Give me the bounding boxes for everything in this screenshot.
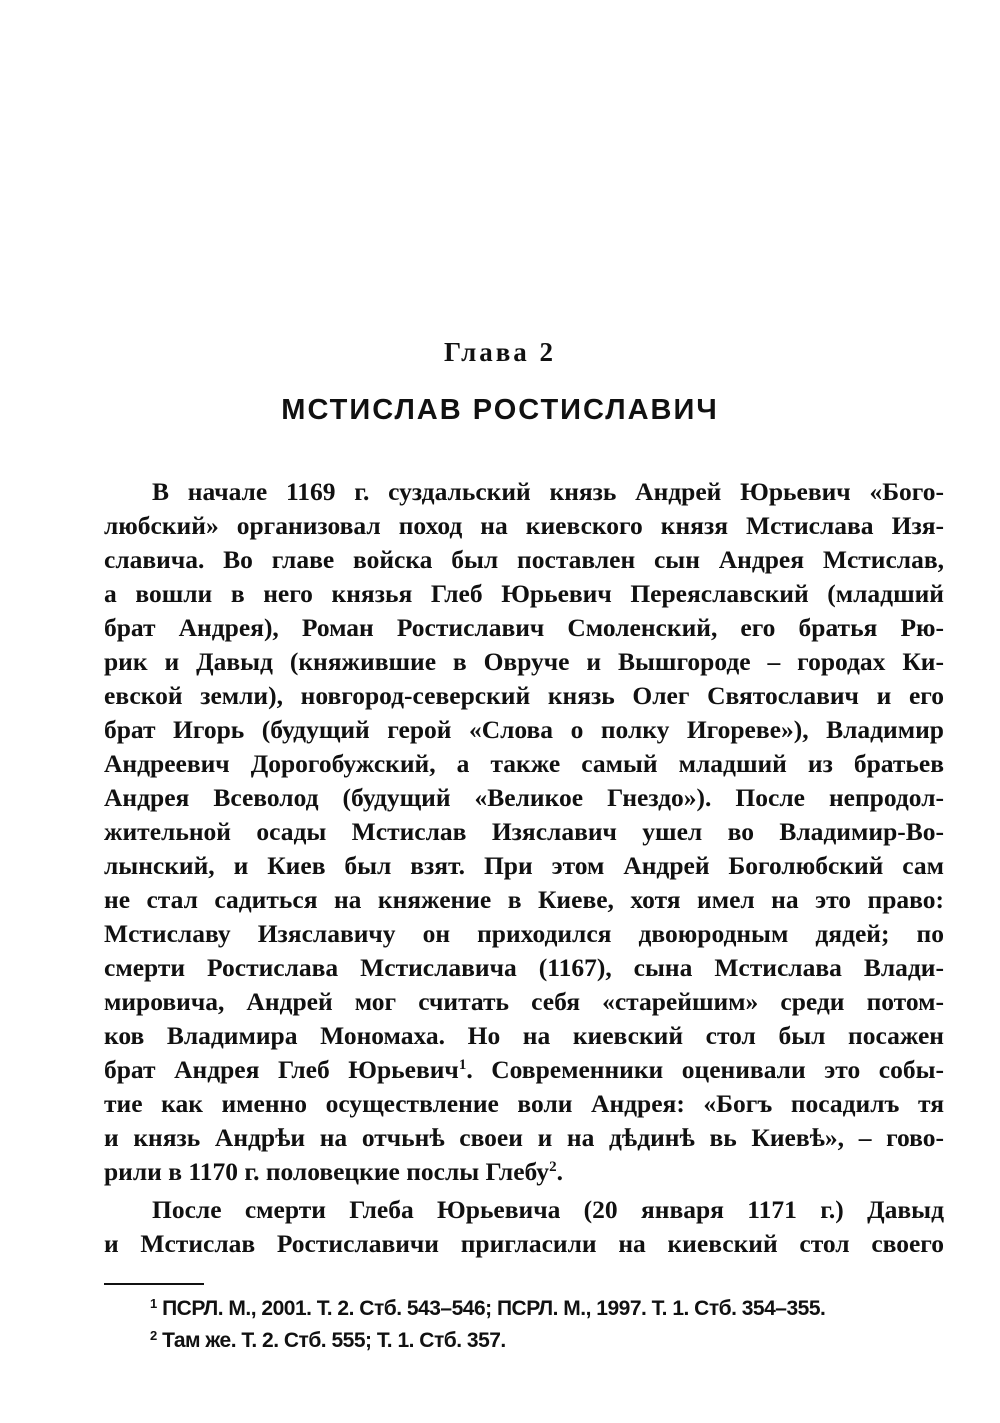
text-line: любский» организовал поход на киевского князя Мстислава Изя-	[104, 511, 944, 540]
text-line: евской земли), новгород-северский князь Олег Святославич и его	[104, 681, 944, 710]
text-line: лынский, и Киев был взят. При этом Андрей Боголюбский сам	[104, 851, 944, 880]
text-fragment: рили в 1170 г. половецкие послы Глебу	[104, 1157, 550, 1186]
text-fragment: . Современники оценивали это собы-	[466, 1055, 944, 1084]
text-fragment: брат Андрея Глеб Юрьевич	[104, 1055, 459, 1084]
text-line: ков Владимира Мономаха. Но на киевский стол был посажен	[104, 1021, 944, 1050]
footnote-ref-2[interactable]: 2	[549, 1159, 557, 1175]
text-line: В начале 1169 г. суздальский князь Андрей Юрьевич «Бого-	[152, 477, 944, 506]
footnote-number: 1	[150, 1296, 157, 1311]
text-line: брат Андрея), Роман Ростиславич Смоленский, его братья Рю-	[104, 613, 944, 642]
footnote-1	[150, 1293, 950, 1325]
footnote-text: ПСРЛ. М., 2001. Т. 2. Стб. 543–546; ПСРЛ. М., 1997. Т. 1. Стб. 354–355.	[162, 1297, 826, 1320]
footnote-divider	[104, 1283, 204, 1285]
text-line: не стал садиться на княжение в Киеве, хотя имел на это право:	[104, 885, 944, 914]
chapter-label: Глава 2	[443, 337, 557, 367]
text-line: После смерти Глеба Юрьевича (20 января 1171 г.) Давыд	[152, 1195, 944, 1224]
text-fragment: .	[556, 1157, 563, 1186]
text-line: смерти Ростислава Мстиславича (1167), сына Мстислава Влади-	[104, 953, 944, 982]
body-text	[104, 475, 944, 1261]
text-line: Мстиславу Изяславичу он приходился двоюродным дядей; по	[104, 919, 944, 948]
text-line: рик и Давыд (княжившие в Овруче и Вышгороде – городах Ки-	[104, 647, 944, 676]
text-line: жительной осады Мстислав Изяславич ушел во Владимир-Во-	[104, 817, 944, 846]
chapter-title: МСТИСЛАВ РОСТИСЛАВИЧ	[281, 394, 719, 426]
text-line-with-ref	[104, 1155, 944, 1189]
text-line-with-ref	[104, 1053, 944, 1087]
text-line: брат Игорь (будущий герой «Слова о полку Игореве»), Владимир	[104, 715, 944, 744]
text-line: славича. Во главе войска был поставлен сын Андрея Мстислав,	[104, 545, 944, 574]
footnote-ref-1[interactable]: 1	[458, 1057, 467, 1073]
text-line: Андреевич Дорогобужский, а также самый младший из братьев	[104, 749, 944, 778]
text-line: а вошли в него князья Глеб Юрьевич Переяславский (младший	[104, 579, 944, 608]
text-line: мировича, Андрей мог считать себя «старейшим» среди потом-	[104, 987, 944, 1016]
footnote-2	[150, 1325, 950, 1357]
text-line: Андрея Всеволод (будущий «Великое Гнездо»). После непродол-	[104, 783, 944, 812]
footnotes	[150, 1293, 950, 1357]
text-line: тие как именно осуществление воли Андрея: «Богъ посадилъ тя	[104, 1089, 944, 1118]
footnote-number: 2	[150, 1328, 157, 1343]
text-line: и Мстислав Ростиславичи пригласили на киевский стол своего	[104, 1229, 944, 1258]
footnote-text: Там же. Т. 2. Стб. 555; Т. 1. Стб. 357.	[162, 1329, 506, 1352]
text-line: и князь Андрѣи на отчьнѣ своеи и на дѣдинѣ вь Киевѣ», – гово-	[104, 1123, 944, 1152]
